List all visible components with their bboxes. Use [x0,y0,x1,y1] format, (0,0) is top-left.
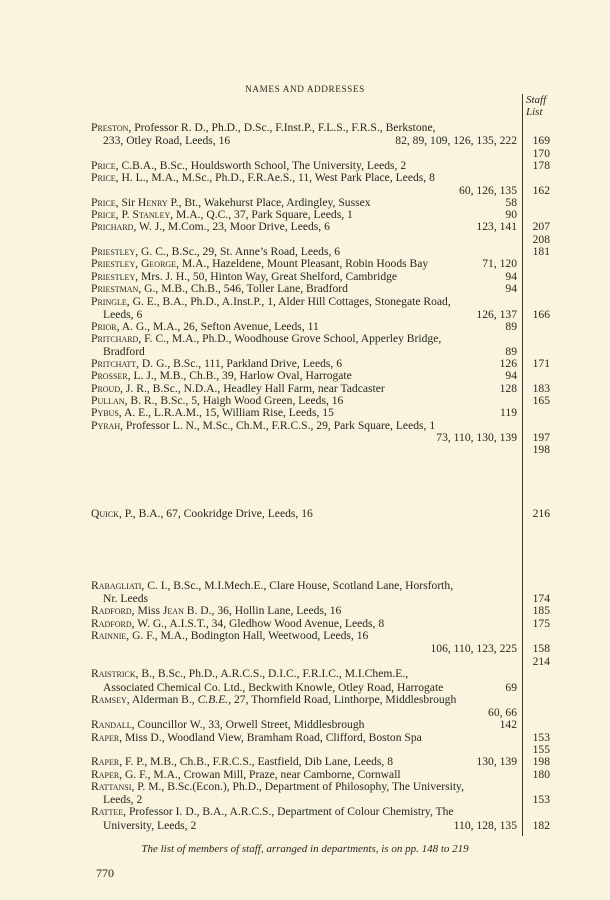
staff-list-page: 158 [532,642,550,655]
entry-continuation-text: Leeds, 2 [103,793,143,806]
entry-surname: Rattansi [91,780,132,793]
staff-list-page: 155 [532,743,550,756]
directory-entry [91,667,517,680]
entry-details: , P. M., B.Sc.(Econ.), Ph.D., Department of Philosophy, The University, [131,780,464,793]
page-references: 106, 110, 123, 225 [430,642,517,655]
entry-text [91,755,393,768]
staff-list-page: 165 [532,394,550,407]
entry-surname: Priestley [91,270,136,283]
entry-details: , G. F., M.A., Crowan Mill, Praze, near Camborne, Cornwall [119,768,401,781]
entry-text [91,507,313,520]
entry-details: , F. P., M.B., Ch.B., F.R.C.S., Eastfield, Dib Lane, Leeds, 8 [119,755,394,768]
entry-surname: Price [91,159,116,172]
entry-detail-prefix: , Miss [131,604,163,617]
staff-list-page: 181 [532,245,550,258]
staff-list-page: 183 [532,382,550,395]
page-references: 58 [505,196,517,209]
entry-text [91,121,435,134]
entry-text [91,693,456,706]
staff-label: Staff [526,94,547,106]
list-label: List [526,106,543,118]
entry-surname: Priestley [91,245,136,258]
entry-surname: Randall [91,718,132,731]
column-divider [522,94,523,836]
staff-list-page: 169 [532,134,550,147]
entry-text [91,805,454,818]
staff-list-page: 185 [532,604,550,617]
entry-continuation-text: University, Leeds, 2 [103,819,197,832]
entry-surname: Priestley [91,257,136,270]
page-references: 73, 110, 130, 139 [436,431,517,444]
entry-details: , Professor I. D., B.A., A.R.C.S., Department of Colour Chemistry, The [123,805,454,818]
entry-details: , M.A., Hazeldene, Mount Pleasant, Robin Hoods Bay [176,257,429,270]
staff-list-page: 214 [532,655,550,668]
directory-entry [91,406,517,419]
page-references: 119 [500,406,517,419]
page-references: 128 [499,382,517,395]
entry-details: , B., B.Sc., Ph.D., A.R.C.S., D.I.C., F.R.I.C., M.I.Chem.E., [135,667,409,680]
entry-forename: Henry [137,196,168,209]
entry-continuation-text: Nr. Leeds [103,592,149,605]
directory-entry [91,693,517,706]
entry-text [91,171,435,184]
entry-surname: Pritchard [91,332,139,345]
page-references: 89 [505,345,517,358]
entry-surname: Price [91,196,116,209]
page-references: 60, 126, 135 [459,184,517,197]
entry-surname: Pybus [91,406,119,419]
directory-entry [91,604,517,617]
staff-list-page: 198 [532,443,550,456]
entry-details: , B. R., B.Sc., 5, Haigh Wood Green, Leeds, 16 [124,394,344,407]
entry-details: , 27, Thornfield Road, Linthorpe, Middlesbrough [228,693,457,706]
page-number: 770 [96,866,114,880]
page-references: 126 [499,357,517,370]
entry-surname: Raistrick [91,667,136,680]
staff-list-page: 174 [532,592,550,605]
entry-surname: Pullan [91,394,125,407]
page-references: 94 [505,270,517,283]
entry-honour: C.B.E. [197,693,229,706]
entry-details: , G., M.B., Ch.B., 546, Toller Lane, Bradford [138,282,348,295]
entry-details: , P., B.A., 67, Cookridge Drive, Leeds, 16 [118,507,313,520]
staff-list-page: 178 [532,159,550,172]
staff-list-column-heading [526,94,546,118]
staff-list-page: 216 [532,507,550,520]
entry-details: , J. R., B.Sc., N.D.A., Headley Hall Farm, near Tadcaster [120,382,385,395]
staff-list-page: 153 [532,731,550,744]
page-references-line [91,431,517,444]
staff-list-page: 166 [532,308,550,321]
directory-entry [91,171,517,184]
entry-details: , H. L., M.A., M.Sc., Ph.D., F.R.Ae.S., 11, West Park Place, Leeds, 8 [115,171,435,184]
entry-surname: Rabagliati [91,579,142,592]
entry-surname: Preston [91,121,129,134]
entry-forename: Stanley [132,208,171,221]
entry-details: , W. G., A.I.S.T., 34, Gledhow Wood Avenue, Leeds, 8 [131,617,385,630]
entry-surname: Rainnie [91,629,127,642]
entry-surname: Proud [91,382,121,395]
page-references-line [91,642,517,655]
entry-details: , F. C., M.A., Ph.D., Woodhouse Grove School, Apperley Bridge, [138,332,442,345]
entry-text [91,604,341,617]
directory-entry [91,629,517,642]
page-references: 71, 120 [482,257,517,270]
staff-list-page: 171 [532,357,550,370]
entry-surname: Radford [91,604,132,617]
entry-details: B. D., 36, Hollin Lane, Leeds, 16 [183,604,342,617]
entry-details: , A. E., L.R.A.M., 15, William Rise, Leeds, 15 [118,406,334,419]
directory-entry [91,295,517,308]
directory-entry [91,369,517,382]
entry-surname: Raper [91,755,120,768]
page-references: 82, 89, 109, 126, 135, 222 [395,134,517,147]
entry-surname: Ramsey [91,693,127,706]
directory-entry [91,780,517,793]
entry-details: , A. G., M.A., 26, Sefton Avenue, Leeds, 11 [116,320,319,333]
entry-surname: Pritchatt [91,357,137,370]
entry-text [91,629,368,642]
directory-entry [91,805,517,818]
entry-details: , Councillor W., 33, Orwell Street, Middlesbrough [131,718,365,731]
entry-details: , D. G., B.Sc., 111, Parkland Drive, Leeds, 6 [136,357,342,370]
page-references: 126, 137 [476,308,517,321]
staff-list-page: 207 [532,220,550,233]
staff-list-page: 170 [532,147,550,160]
directory-entry [91,332,517,345]
directory-entry [91,121,517,134]
staff-list-page: 198 [532,755,550,768]
directory-entry [91,257,517,270]
entry-details: , L. J., M.B., Ch.B., 39, Harlow Oval, Harrogate [127,369,352,382]
entry-text [91,579,453,592]
entry-detail-prefix: , Alderman B., [126,693,198,706]
entry-continuation [103,134,517,147]
entry-text [91,406,334,419]
entry-detail-prefix: , Sir [115,196,138,209]
entry-surname: Radford [91,617,132,630]
entry-details: , G. E., B.A., Ph.D., A.Inst.P., 1, Alder Hill Cottages, Stonegate Road, [126,295,451,308]
staff-list-page: 162 [532,184,550,197]
entry-surname: Price [91,171,116,184]
entry-forename: George [141,257,177,270]
directory-entry [91,507,517,520]
entry-continuation-text: Leeds, 6 [103,308,143,321]
entry-details: , Professor L. N., M.Sc., Ch.M., F.R.C.S., 29, Park Square, Leeds, 1 [120,419,436,432]
page-references: 110, 128, 135 [453,819,517,832]
entry-surname: Prichard [91,220,134,233]
entry-text [91,295,451,308]
entry-details: , Mrs. J. H., 50, Hinton Way, Great Shelford, Cambridge [135,270,398,283]
entry-surname: Price [91,208,116,221]
page-references: 89 [505,320,517,333]
entry-surname: Rattee [91,805,124,818]
footer-note: The list of members of staff, arranged in departments, is on pp. 148 to 219 [141,843,469,855]
page-references: 94 [505,282,517,295]
entry-details: , G. C., B.Sc., 29, St. Anne’s Road, Leeds, 6 [135,245,341,258]
entry-surname: Quick [91,507,119,520]
entry-details: , C.B.A., B.Sc., Houldsworth School, The University, Leeds, 2 [115,159,407,172]
entry-details: , Professor R. D., Ph.D., D.Sc., F.Inst.P., F.L.S., F.R.S., Berkstone, [128,121,436,134]
entry-text [91,718,364,731]
entry-surname: Raper [91,768,120,781]
entry-text [91,369,352,382]
page-references: 130, 139 [476,755,517,768]
staff-list-page: 175 [532,617,550,630]
directory-entry [91,755,517,768]
entry-surname: Raper [91,731,120,744]
entry-text [91,257,428,270]
entry-details: , M.A., Q.C., 37, Park Square, Leeds, 1 [170,208,353,221]
staff-list-page: 153 [532,793,550,806]
entry-detail-prefix: , P. [115,208,133,221]
entry-text [91,220,330,233]
directory-entry [91,282,517,295]
entry-text [91,731,422,744]
entry-forename: Jean [162,604,184,617]
entry-details: , W. J., M.Com., 23, Moor Drive, Leeds, 6 [133,220,330,233]
entry-text [91,332,441,345]
entry-details: , G. F., M.A., Bodington Hall, Weetwood, Leeds, 16 [126,629,369,642]
staff-list-page: 182 [532,819,550,832]
entry-text [91,282,348,295]
staff-list-page: 180 [532,768,550,781]
page-references: 69 [505,681,517,694]
entry-continuation [103,819,517,832]
entry-surname: Pringle [91,295,127,308]
entry-surname: Prior [91,320,117,333]
entry-surname: Prosser [91,369,128,382]
entry-continuation-text: Bradford [103,345,145,358]
staff-list-page: 208 [532,233,550,246]
page-references: 90 [505,208,517,221]
entry-text [91,667,408,680]
page-references: 123, 141 [476,220,517,233]
directory-entry [91,579,517,592]
entry-continuation-text: Associated Chemical Co. Ltd., Beckwith Knowle, Otley Road, Harrogate [103,681,444,694]
entry-details: , C. I., B.Sc., M.I.Mech.E., Clare House, Scotland Lane, Horsforth, [141,579,454,592]
directory-entry [91,718,517,731]
page-heading: NAMES AND ADDRESSES [245,84,365,94]
entry-continuation-text: 233, Otley Road, Leeds, 16 [103,134,231,147]
entry-surname: Pyrah [91,419,121,432]
page-references: 94 [505,369,517,382]
entry-text [91,780,464,793]
entry-surname: Priestman [91,282,139,295]
page-references: 142 [499,718,517,731]
entry-details: P., Bt., Wakehurst Place, Ardingley, Sussex [167,196,371,209]
page-references: 60, 66 [488,706,517,719]
entry-details: , Miss D., Woodland View, Bramham Road, Clifford, Boston Spa [119,731,422,744]
entry-detail-prefix: , [135,257,142,270]
staff-list-page: 197 [532,431,550,444]
directory-entry [91,220,517,233]
directory-entry [91,731,517,744]
